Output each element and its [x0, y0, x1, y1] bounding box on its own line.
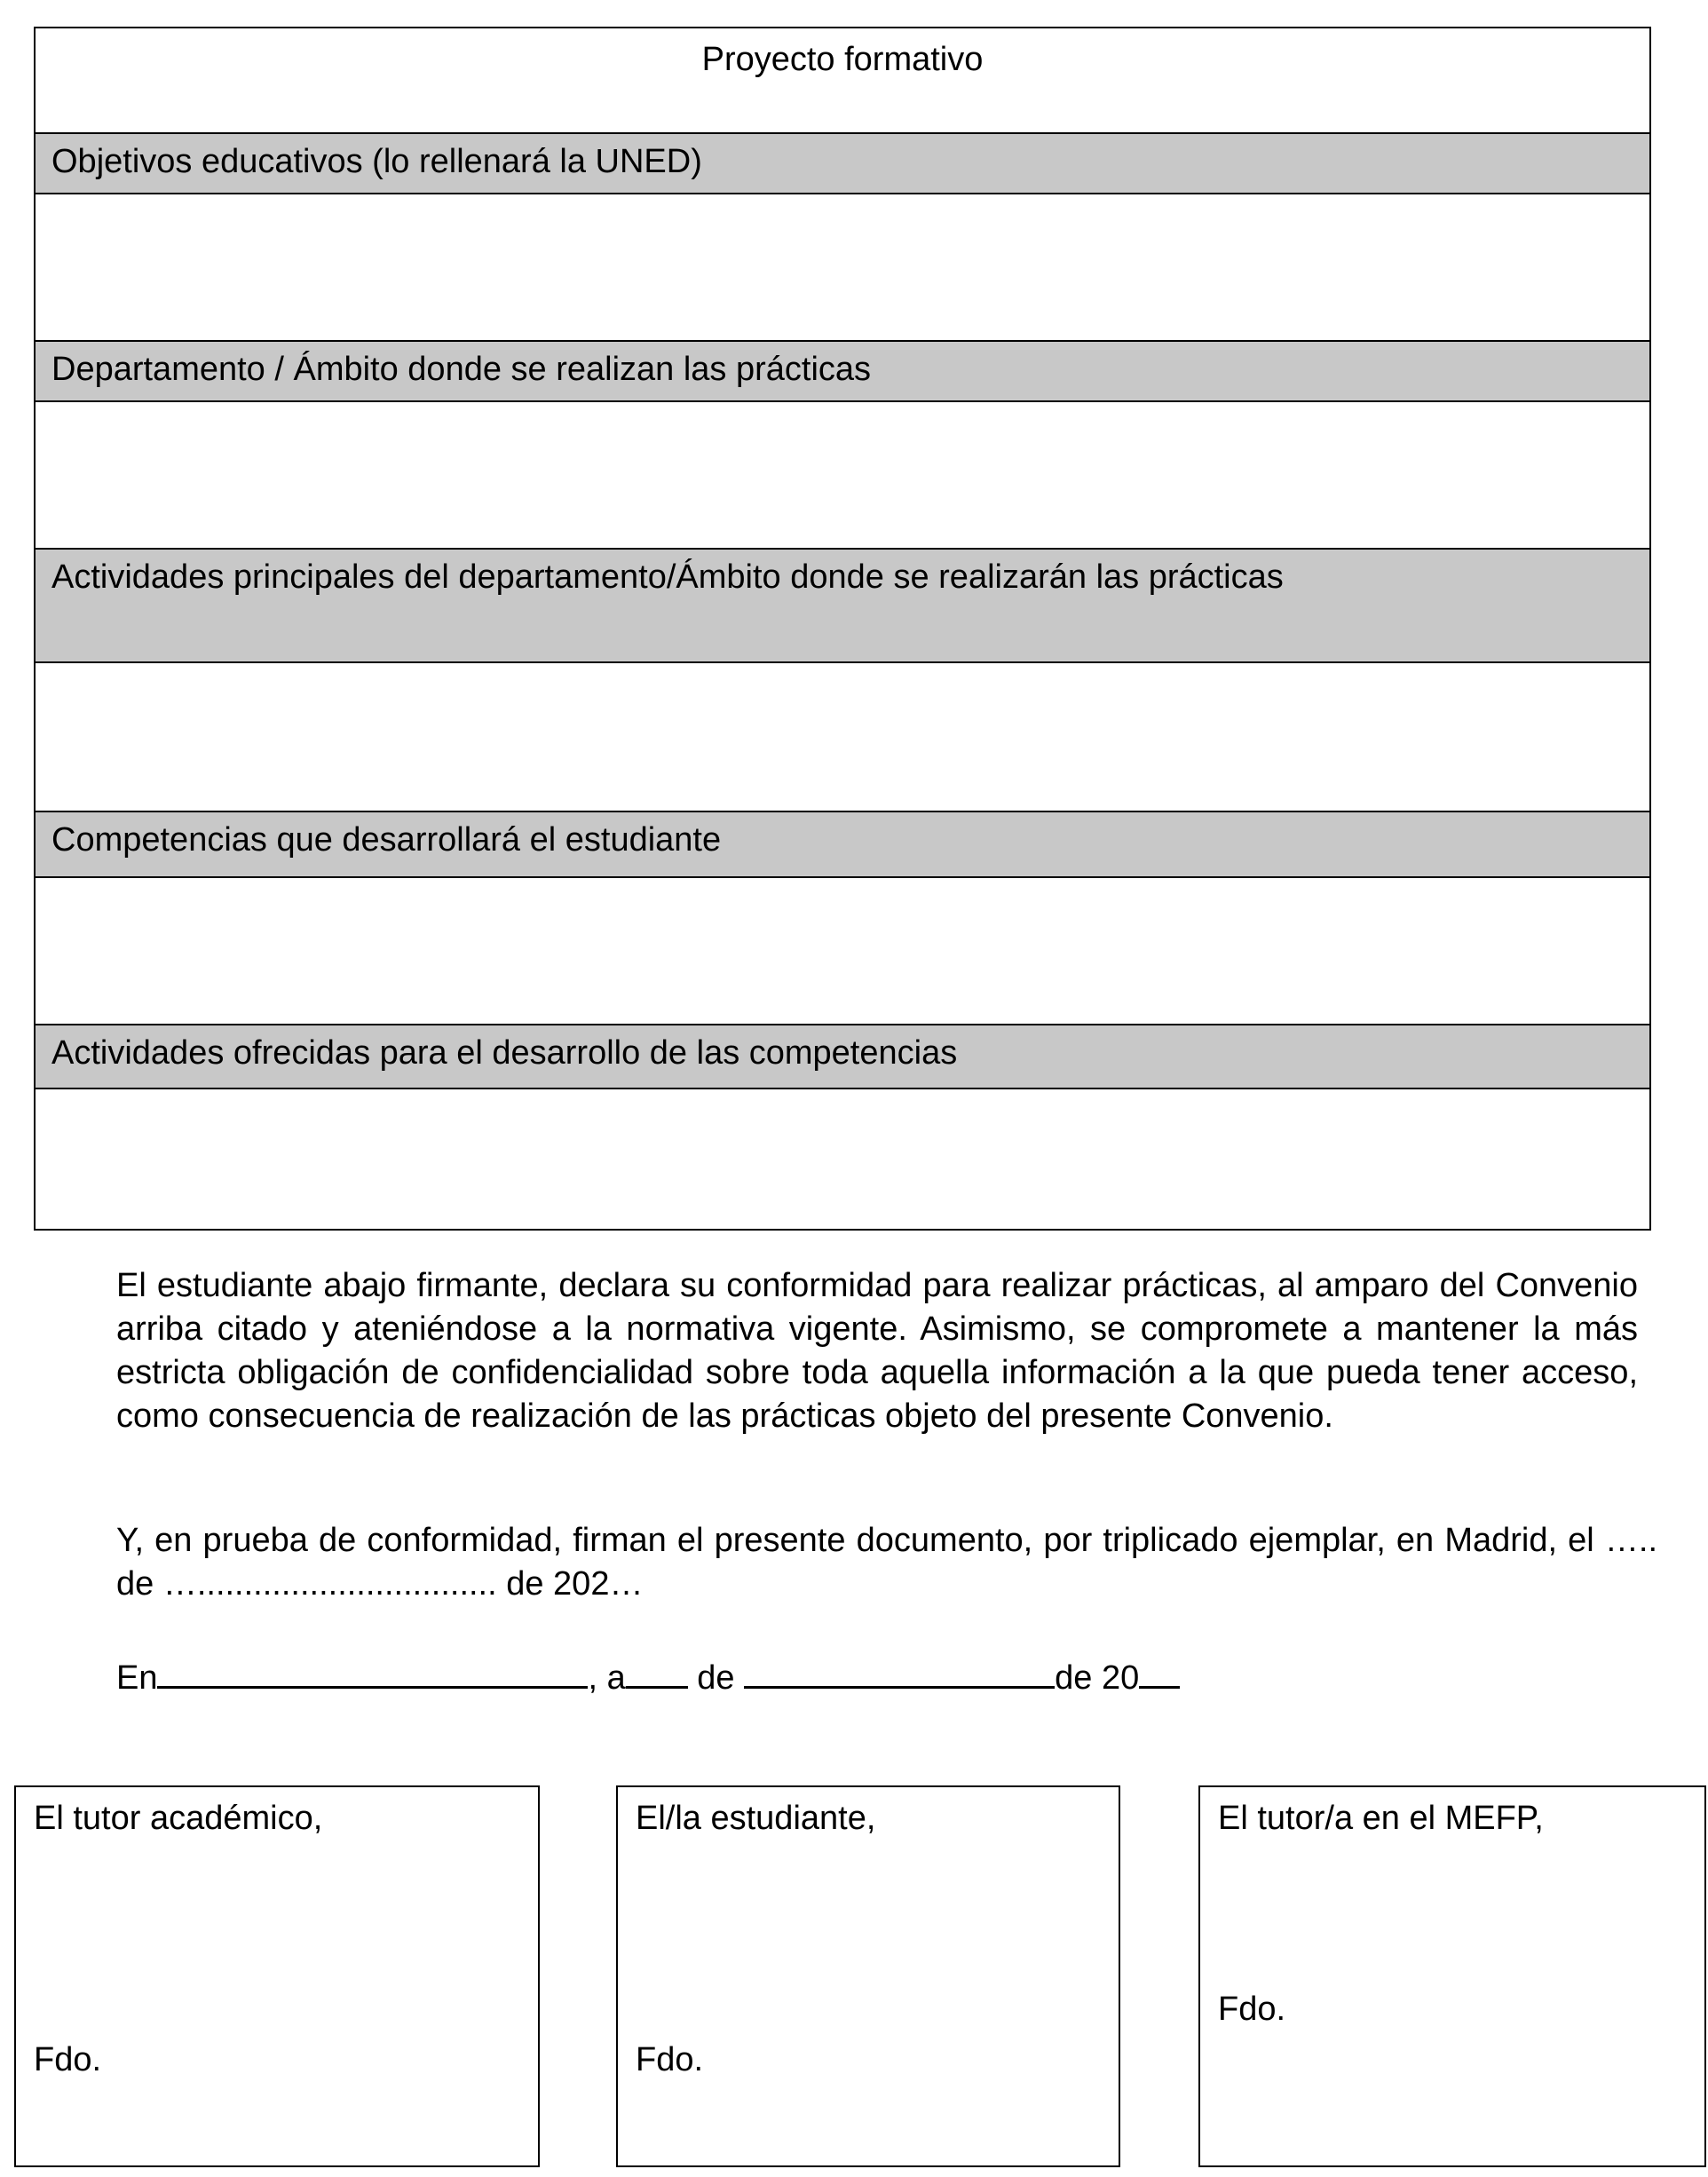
signature-fdo-student: Fdo.: [636, 2041, 704, 2078]
year-blank[interactable]: [1139, 1654, 1180, 1689]
date-sep-de: de: [687, 1659, 745, 1697]
section-label-objectives: Objetivos educativos (lo rellenará la UNED): [51, 143, 702, 180]
section-label-offered-activities: Actividades ofrecidas para el desarrollo de las competencias: [51, 1034, 958, 1072]
place-date-line: [116, 1654, 1180, 1700]
section-label-main-activities: Actividades principales del departamento/Ámbito donde se realizarán las prácticas: [51, 558, 1284, 596]
signature-box-student[interactable]: [616, 1785, 1120, 2167]
signature-role-student: El/la estudiante,: [636, 1800, 876, 1837]
date-prefix: En: [116, 1659, 158, 1697]
section-header-department: [36, 342, 1649, 402]
section-field-objectives[interactable]: [36, 194, 1649, 342]
signature-role-mefp-tutor: El tutor/a en el MEFP,: [1218, 1800, 1544, 1837]
signature-fdo-academic-tutor: Fdo.: [34, 2041, 102, 2078]
section-header-objectives: [36, 134, 1649, 194]
section-field-main-activities[interactable]: [36, 663, 1649, 812]
section-header-offered-activities: [36, 1025, 1649, 1089]
section-label-department: Departamento / Ámbito donde se realizan las prácticas: [51, 351, 872, 388]
section-field-competencies[interactable]: [36, 878, 1649, 1025]
section-header-competencies: [36, 812, 1649, 878]
date-sep-de20: de 20: [1055, 1659, 1140, 1697]
conformity-paragraph: Y, en prueba de conformidad, firman el presente documento, por triplicado ejemplar, en Madrid, el ….. de …................................ de 202…: [116, 1522, 1657, 1603]
place-blank[interactable]: [157, 1654, 588, 1689]
signature-box-mefp-tutor[interactable]: [1198, 1785, 1706, 2167]
declaration-paragraph: El estudiante abajo firmante, declara su conformidad para realizar prácticas, al amparo del Convenio arriba citado y ateniéndose a la normativa vigente. Asimismo, se compromete a mantener la más estricta obligación de confidencialidad sobre toda aquella información a la que pueda tener acceso, como consecuencia de realización de las prácticas objeto del presente Convenio.: [116, 1267, 1638, 1435]
competencies-field[interactable]: [36, 878, 1649, 1024]
table-title: Proyecto formativo: [701, 41, 984, 78]
section-label-competencies: Competencias que desarrollará el estudiante: [51, 821, 722, 859]
signature-role-academic-tutor: El tutor académico,: [34, 1800, 323, 1837]
table-title-row: [36, 28, 1649, 134]
main-activities-field[interactable]: [36, 663, 1649, 811]
section-header-main-activities: [36, 550, 1649, 663]
objectives-field[interactable]: [36, 194, 1649, 340]
signature-fdo-mefp-tutor: Fdo.: [1218, 1991, 1286, 2028]
date-sep-a: , a: [588, 1659, 626, 1697]
department-field[interactable]: [36, 402, 1649, 548]
day-blank[interactable]: [626, 1654, 688, 1689]
offered-activities-field[interactable]: [36, 1089, 1649, 1229]
month-blank[interactable]: [744, 1654, 1055, 1689]
section-field-department[interactable]: [36, 402, 1649, 550]
signature-box-academic-tutor[interactable]: [14, 1785, 540, 2167]
training-project-table: [34, 27, 1651, 1231]
section-field-offered-activities[interactable]: [36, 1089, 1649, 1229]
